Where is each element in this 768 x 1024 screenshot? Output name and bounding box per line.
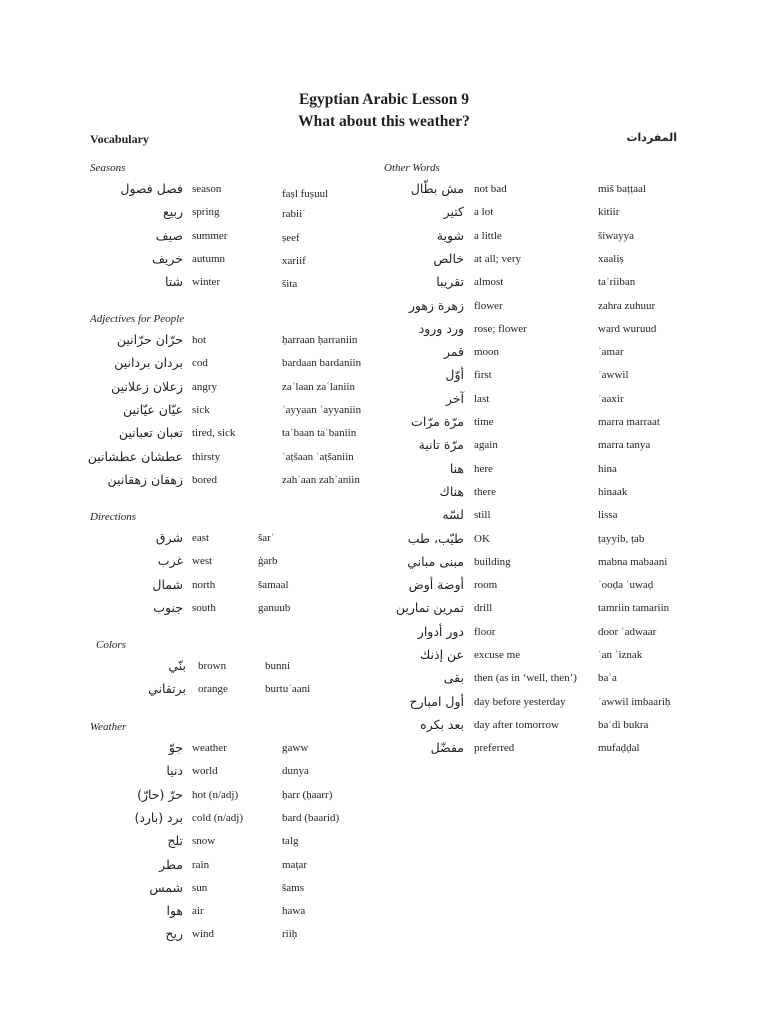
arabic-term: مش بطّال — [410, 181, 464, 196]
english-term: world — [192, 765, 218, 777]
transliteration: maṭar — [282, 859, 308, 871]
arabic-term: مرّة مرّات — [411, 414, 464, 429]
transliteration: ṣeef — [282, 232, 300, 244]
section-heading: Other Words — [384, 162, 440, 174]
arabic-term: عطشان عطشانين — [87, 449, 183, 464]
arabic-term: هوا — [166, 903, 183, 918]
arabic-term: بقى — [443, 670, 464, 685]
arabic-term: خالص — [433, 251, 464, 266]
english-term: then (as in ‘well, then’) — [474, 672, 577, 684]
section-heading: Adjectives for People — [90, 313, 185, 325]
transliteration: burtuʾaani — [265, 683, 311, 695]
transliteration: ġarb — [258, 555, 278, 567]
arabic-term: حرّ (حارّ) — [137, 787, 183, 802]
english-term: wind — [192, 928, 214, 940]
arabic-term: حرّان حرّانين — [116, 332, 183, 347]
arabic-term: ورد ورود — [418, 321, 464, 336]
english-term: at all; very — [474, 253, 522, 265]
transliteration: lissa — [598, 509, 618, 521]
transliteration: taʾriiban — [598, 276, 636, 288]
transliteration: ḥarraan ḥarraniin — [282, 334, 358, 346]
english-term: not bad — [474, 183, 507, 195]
arabic-term: لسّه — [442, 507, 464, 522]
english-term: west — [192, 555, 213, 567]
transliteration: taʿbaan taʿbaniin — [282, 427, 357, 439]
arabic-term: زهقان زهقانين — [107, 472, 183, 487]
arabic-term: برتقاني — [148, 681, 186, 696]
transliteration: šita — [282, 278, 298, 290]
english-term: cold (n/adj) — [192, 812, 244, 824]
english-term: a little — [474, 230, 502, 242]
arabic-term: زعلان زعلانين — [111, 379, 183, 394]
english-term: last — [474, 393, 490, 405]
arabic-term: بنّي — [168, 658, 186, 673]
transliteration: xaaliṣ — [598, 253, 624, 265]
english-term: day before yesterday — [474, 696, 566, 708]
arabic-term: مبنى مباني — [407, 554, 464, 569]
transliteration: ʿan ʾiznak — [598, 649, 643, 661]
english-term: snow — [192, 835, 216, 847]
arabic-term: ربيع — [163, 204, 183, 219]
english-term: summer — [192, 230, 228, 242]
english-term: orange — [198, 683, 228, 695]
section-heading: Seasons — [90, 162, 126, 174]
transliteration: rabiiʿ — [282, 208, 306, 220]
arabic-term: قمر — [443, 344, 464, 359]
vocabulary-heading: Vocabulary — [90, 132, 149, 146]
transliteration: ʾawwil — [598, 369, 629, 381]
arabic-term: غرب — [157, 553, 183, 568]
english-term: building — [474, 556, 511, 568]
transliteration: tamriin tamariin — [598, 602, 670, 614]
transliteration: talg — [282, 835, 299, 847]
transliteration: baʿdi bukra — [598, 719, 649, 731]
transliteration: ward wuruud — [598, 323, 657, 335]
english-term: weather — [192, 742, 227, 754]
transliteration: šamaal — [258, 579, 289, 591]
arabic-term: بردان بردانين — [114, 355, 183, 370]
arabic-term: مرّة تانية — [418, 437, 464, 452]
transliteration: zahʾaan zahʾaniin — [282, 474, 360, 486]
transliteration: gaww — [282, 742, 309, 754]
arabic-term: أوضة أوض — [408, 577, 464, 592]
english-term: south — [192, 602, 216, 614]
english-term: there — [474, 486, 496, 498]
english-term: time — [474, 416, 494, 428]
arabic-term: برد (بارد) — [134, 810, 183, 825]
transliteration: bunni — [265, 660, 291, 672]
english-term: rain — [192, 859, 210, 871]
english-term: season — [192, 183, 222, 195]
english-term: north — [192, 579, 216, 591]
english-term: air — [192, 905, 204, 917]
transliteration: šiwayya — [598, 230, 635, 242]
english-term: first — [474, 369, 492, 381]
english-term: again — [474, 439, 498, 451]
arabic-term: عيّان عيّانين — [123, 402, 183, 417]
english-term: sun — [192, 882, 208, 894]
english-term: spring — [192, 206, 220, 218]
arabic-term: طيّب، طب — [407, 531, 464, 546]
transliteration: hawa — [282, 905, 306, 917]
transliteration: bardaan bardaniin — [282, 357, 362, 369]
transliteration: xariif — [282, 255, 306, 267]
english-term: floor — [474, 626, 496, 638]
transliteration: ḥarr (ḥaarr) — [282, 789, 333, 801]
transliteration: mabna mabaani — [598, 556, 668, 568]
arabic-term: ريح — [165, 926, 183, 941]
english-term: drill — [474, 602, 493, 614]
english-term: preferred — [474, 742, 515, 754]
arabic-term: فصل فصول — [120, 181, 183, 196]
arabic-term: شمس — [149, 880, 183, 895]
arabic-term: شرق — [155, 530, 183, 545]
transliteration: marra tanya — [598, 439, 651, 451]
english-term: bored — [192, 474, 218, 486]
transliteration: ṭayyib, ṭab — [598, 533, 645, 545]
arabic-term: تمرين تمارين — [395, 600, 464, 615]
english-term: rose; flower — [474, 323, 527, 335]
section-heading: Weather — [90, 721, 127, 733]
transliteration: ʿayyaan ʿayyaniin — [282, 404, 362, 416]
transliteration: zaʿlaan zaʿlaniin — [282, 381, 355, 393]
arabic-term: مطر — [159, 857, 183, 872]
arabic-term: جنوب — [153, 600, 183, 615]
english-term: a lot — [474, 206, 494, 218]
english-term: almost — [474, 276, 504, 288]
arabic-term: تلج — [167, 833, 183, 848]
arabic-term: صيف — [155, 228, 183, 243]
vocabulary-heading-arabic: المفردات — [626, 131, 677, 144]
lesson-subtitle: What about this weather? — [298, 113, 470, 130]
transliteration: dunya — [282, 765, 309, 777]
english-term: hot (n/adj) — [192, 789, 239, 801]
transliteration: ʾamar — [598, 346, 624, 358]
english-term: brown — [198, 660, 227, 672]
english-term: day after tomorrow — [474, 719, 559, 731]
arabic-term: مفضّل — [430, 740, 464, 755]
arabic-term: كتير — [443, 204, 464, 219]
arabic-term: شتا — [164, 274, 183, 289]
transliteration: hina — [598, 463, 617, 475]
arabic-term: بعد بكره — [420, 717, 464, 732]
arabic-term: تعبان تعبانين — [118, 425, 183, 440]
arabic-term: دور أدوار — [417, 624, 464, 639]
english-term: sick — [192, 404, 210, 416]
transliteration: miš baṭṭaal — [598, 183, 646, 195]
english-term: flower — [474, 300, 503, 312]
transliteration: ʾooḍa ʾuwaḍ — [598, 579, 654, 591]
english-term: east — [192, 532, 210, 544]
arabic-term: هنا — [449, 461, 464, 476]
transliteration: ʾaaxir — [598, 393, 624, 405]
transliteration: riiḥ — [282, 928, 298, 940]
transliteration: kitiir — [598, 206, 620, 218]
english-term: excuse me — [474, 649, 521, 661]
arabic-term: زهرة زهور — [408, 298, 464, 313]
transliteration: šams — [282, 882, 304, 894]
section-heading: Colors — [96, 639, 126, 651]
lesson-title: Egyptian Arabic Lesson 9 — [298, 91, 470, 108]
transliteration: zahra zuhuur — [598, 300, 656, 312]
arabic-term: دنيا — [166, 763, 183, 778]
english-term: angry — [192, 381, 218, 393]
arabic-term: شوية — [436, 228, 464, 243]
transliteration: faṣl fuṣuul — [282, 188, 329, 200]
arabic-term: آخر — [445, 391, 464, 406]
arabic-term: أول امبارح — [409, 694, 464, 709]
english-term: cod — [192, 357, 208, 369]
english-term: winter — [192, 276, 221, 288]
english-term: still — [474, 509, 491, 521]
arabic-term: جوّ — [168, 740, 183, 755]
arabic-term: خريف — [151, 251, 183, 266]
arabic-term: أوّل — [445, 367, 464, 382]
english-term: autumn — [192, 253, 225, 265]
section-heading: Directions — [90, 511, 137, 523]
english-term: room — [474, 579, 498, 591]
transliteration: šarʾ — [258, 532, 275, 544]
transliteration: hinaak — [598, 486, 628, 498]
english-term: moon — [474, 346, 500, 358]
english-term: OK — [474, 533, 490, 545]
arabic-term: شمال — [152, 577, 183, 592]
english-term: tired, sick — [192, 427, 236, 439]
english-term: here — [474, 463, 493, 475]
transliteration: door ʾadwaar — [598, 626, 657, 638]
transliteration: baʾa — [598, 672, 617, 684]
transliteration: ʿaṭšaan ʿaṭšaniin — [282, 451, 354, 463]
transliteration: marra marraat — [598, 416, 660, 428]
arabic-term: تقريبا — [436, 274, 464, 289]
transliteration: mufaḍḍal — [598, 742, 640, 754]
arabic-term: عن إذنك — [419, 647, 464, 662]
english-term: hot — [192, 334, 207, 346]
arabic-term: هناك — [439, 484, 464, 499]
transliteration: ʾawwil imbaariḥ — [598, 696, 671, 708]
transliteration: ganuub — [258, 602, 291, 614]
transliteration: bard (baarid) — [282, 812, 340, 824]
english-term: thirsty — [192, 451, 221, 463]
